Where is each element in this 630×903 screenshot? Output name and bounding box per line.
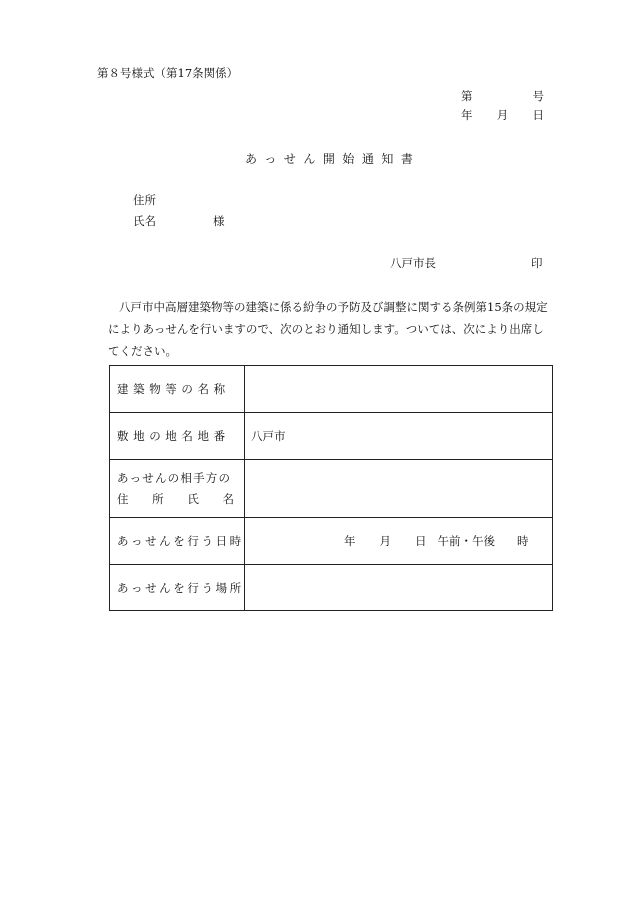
recipient-address-label: 住所 xyxy=(133,193,156,207)
party-label-char: 所 xyxy=(152,492,164,506)
site-value[interactable]: 八戸市 xyxy=(245,413,553,460)
seal-mark: 印 xyxy=(531,256,543,270)
place-label: あっせんを行う場所 xyxy=(110,565,245,611)
party-label-char: 氏 xyxy=(187,492,199,506)
party-label-line1: あっせんの相手方の xyxy=(117,471,232,485)
date-month: 月 xyxy=(496,108,509,122)
table-row xyxy=(110,518,553,565)
table-row xyxy=(110,413,553,460)
honorific: 様 xyxy=(213,214,225,228)
datetime-label: あっせんを行う日時 xyxy=(110,518,245,565)
document-title: あっせん開始通知書 xyxy=(245,152,421,166)
datetime-year: 年 xyxy=(344,534,356,548)
document-date xyxy=(461,110,544,122)
table-row xyxy=(110,460,553,518)
datetime-day: 日 xyxy=(415,534,427,548)
datetime-hour: 時 xyxy=(517,534,529,548)
building-name-label: 建築物等の名称 xyxy=(110,366,245,413)
party-value[interactable] xyxy=(245,460,553,518)
party-label-line2 xyxy=(117,491,234,507)
datetime-ampm: 午前・午後 xyxy=(437,534,495,548)
recipient-name-label: 氏名 xyxy=(133,214,156,228)
date-year: 年 xyxy=(461,108,473,122)
table-row xyxy=(110,565,553,611)
party-label xyxy=(110,460,245,518)
issuer-name: 八戸市長 xyxy=(390,256,436,270)
details-table xyxy=(109,365,553,611)
place-value[interactable] xyxy=(245,565,553,611)
datetime-month: 月 xyxy=(379,534,391,548)
table-row xyxy=(110,366,553,413)
document-number xyxy=(461,91,544,103)
building-name-value[interactable] xyxy=(245,366,553,413)
datetime-value[interactable] xyxy=(245,518,553,565)
party-label-char: 名 xyxy=(222,492,234,506)
recipient-name-row xyxy=(133,216,225,228)
party-label-char: 住 xyxy=(117,492,129,506)
date-day: 日 xyxy=(532,108,544,122)
datetime-fields xyxy=(251,533,552,549)
body-paragraph: 八戸市中高層建築物等の建築に係る紛争の予防及び調整に関する条例第15条の規定によりあっせんを行いますので、次のとおり通知します。ついては、次により出席してください。 xyxy=(108,300,548,358)
site-label: 敷地の地名地番 xyxy=(110,413,245,460)
form-number: 第８号様式（第17条関係） xyxy=(97,66,239,80)
doc-no-suffix: 号 xyxy=(532,89,544,103)
doc-no-prefix: 第 xyxy=(461,89,473,103)
